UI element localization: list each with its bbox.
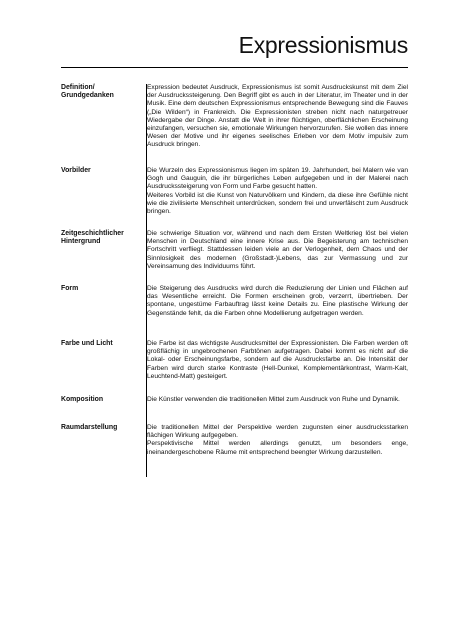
section-label: Zeitgeschichtlicher Hintergrund (61, 230, 124, 246)
section-paragraph: Die Steigerung des Ausdrucks wird durch die Reduzierung der Linien und Flächen auf das Wesentliche erreicht. Die Formen erscheinen grob, verzerrt, übertrieben. Der spontane, ungestüme Farbauftrag lässt keine Details zu. Eine plastische Wirkung der Gegenstände fehlt, da die Farben ohne Modellierung aufgetragen werden. (147, 285, 408, 317)
section-paragraph: Weiteres Vorbild ist die Kunst von Naturvölkern und Kindern, da diese ihre Gefühle nicht wie die zivilisierte Menschheit unterdrücken, sondern frei und unverfälscht zum Ausdruck bringen. (147, 191, 408, 216)
section-paragraph: Die Künstler verwenden die traditionellen Mittel zum Ausdruck von Ruhe und Dynamik. (147, 396, 400, 403)
section-label: Definition/ Grundgedanken (61, 84, 114, 100)
title-rule (61, 67, 408, 68)
section-text (147, 424, 408, 457)
section-text (147, 396, 408, 404)
section-text (147, 340, 408, 381)
section-label: Vorbilder (61, 167, 91, 174)
section-paragraph: Perspektivische Mittel werden allerdings genutzt, um besonders enge, ineinandergeschobene Räume mit entsprechend beengter Wirkung darzustellen. (147, 440, 408, 456)
section-label: Raumdarstellung (61, 424, 118, 431)
section-text (147, 285, 408, 318)
section-paragraph: Die traditionellen Mittel der Perspektive werden zugunsten einer ausdrucksstarken flächigen Wirkung aufgegeben. (147, 424, 408, 440)
section-text (147, 167, 408, 216)
section-label: Farbe und Licht (61, 340, 113, 347)
section-label: Komposition (61, 396, 104, 403)
section-paragraph: Die schwierige Situation vor, während und nach dem Ersten Weltkrieg löst bei vielen Menschen in Deutschland eine innere Krise aus. Die Begeisterung am technischen Fortschritt verfliegt. Stattdessen leiden viele an der Verlogenheit, dem Chaos und der Sinnlosigkeit des modernen (Großstadt-)Lebens, das zur Vermassung und zur Vereinsamung des Individuums führt. (147, 230, 408, 270)
section-paragraph: Die Farbe ist das wichtigste Ausdrucksmittel der Expressionisten. Die Farben werden oft großflächig in ungebrochenen Farbtönen aufgetragen. Dabei kommt es nicht auf die Lokal- oder Erscheinungsfarbe, sondern auf die Ausdrucksfarbe an. Die Intensität der Farben wird durch starke Kontraste (Hell-Dunkel, Komplementärkontrast, Warm-Kalt, Leuchtend-Matt) gesteigert. (147, 340, 408, 380)
section-paragraph: Expression bedeutet Ausdruck, Expressionismus ist somit Ausdruckskunst mit dem Ziel der Ausdruckssteigerung. Den Begriff gibt es auch in der Literatur, im Theater und in der Musik. Eine dem deutschen Expressionismus entsprechende Bewegung sind die Fauves („Die Wilden“) in Frankreich. Die Expressionisten streben nicht nach naturgetreuer Wiedergabe der Dinge. Anstatt die Welt in ihrer flüchtigen, oberflächlichen Erscheinung einzufangen, versuchen sie, emotionale Wirkungen hervorzurufen. Sie wollen das innere Wesen der Motive und ihr eigenes seelisches Erleben vor dem Motiv impulsiv zum Ausdruck bringen. (147, 84, 408, 149)
page-title: Expressionismus (238, 32, 408, 58)
section-text (147, 84, 408, 150)
section-text (147, 230, 408, 271)
section-label: Form (61, 285, 79, 292)
section-paragraph: Die Wurzeln des Expressionismus liegen im späten 19. Jahrhundert, bei Malern wie van Gogh und Gauguin, die ihr bürgerliches Leben aufgegeben und in der Malerei nach Ausdruckssteigerung von Form und Farbe gesucht hatten. (147, 167, 408, 191)
